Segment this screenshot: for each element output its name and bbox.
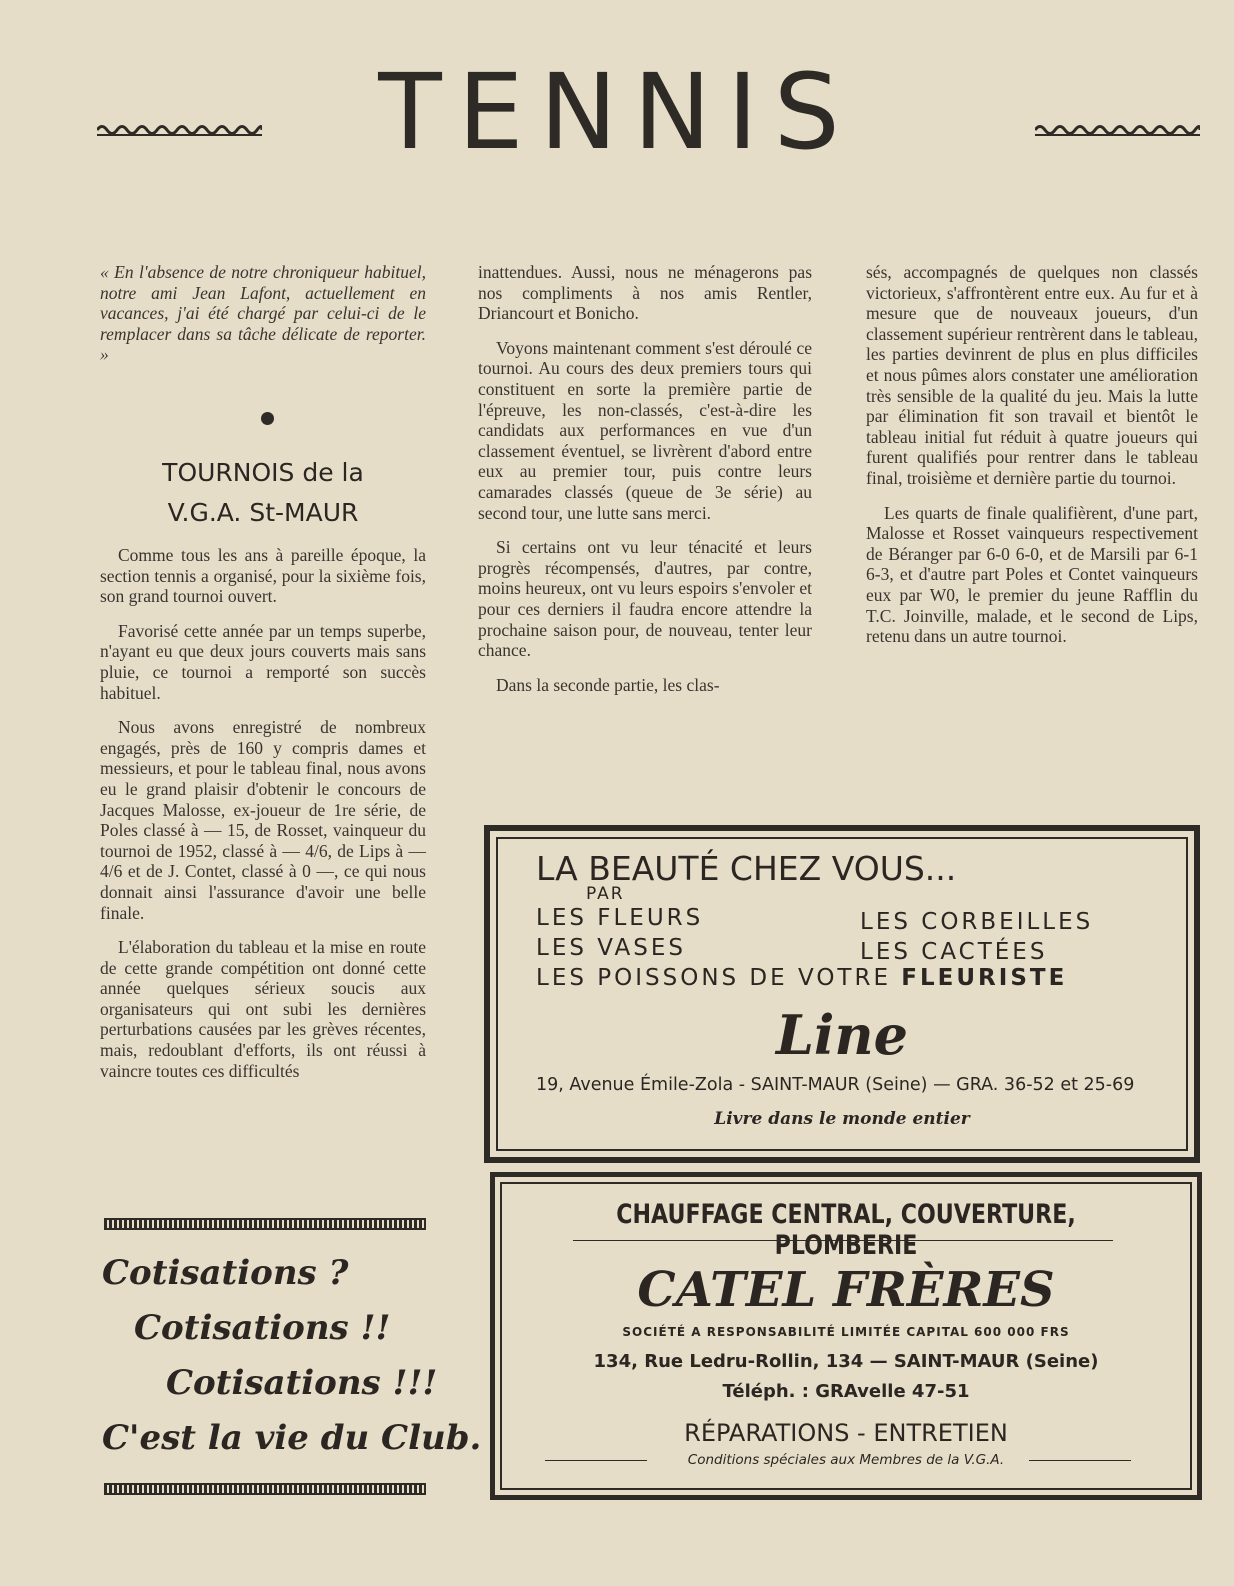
advertisement-catel <box>490 1172 1202 1500</box>
decorative-rule-bottom <box>104 1483 426 1495</box>
wave-ornament-left <box>97 122 262 138</box>
paragraph: L'élaboration du tableau et la mise en route de cette grande compétition ont donné cette année quelques sérieux soucis aux organisateurs qui ont subi les dernières perturbations causées par les grèves récentes, mais, redoublant d'efforts, ils ont réussi à vaincre toutes ces difficultés <box>100 937 426 1081</box>
ad-headline: CHAUFFAGE CENTRAL, COUVERTURE, PLOMBERIE <box>616 1199 1076 1261</box>
ad-item-emphasis: FLEURISTE <box>901 965 1068 991</box>
ad-item: LES FLEURS <box>536 905 704 931</box>
ad-brand: CATEL FRÈRES <box>637 1262 1055 1318</box>
article-heading-line1: TOURNOIS de la <box>162 458 364 487</box>
bullet-separator <box>261 412 274 425</box>
ad-item <box>536 965 1067 991</box>
ad-rule <box>573 1240 1113 1241</box>
ad-address: 19, Avenue Émile-Zola - SAINT-MAUR (Seine) — GRA. 36-52 et 25-69 <box>536 1075 1135 1095</box>
paragraph: inattendues. Aussi, nous ne ménagerons pas nos compliments à nos amis Rentler, Driancourt et Bonicho. <box>478 262 812 324</box>
advertisement-fleuriste <box>484 825 1200 1163</box>
ad-headline: LA BEAUTÉ CHEZ VOUS... <box>536 849 957 888</box>
article-column-2 <box>478 262 812 695</box>
ad-conditions: Conditions spéciales aux Membres de la V.G.A. <box>687 1452 1005 1468</box>
paragraph: Nous avons enregistré de nombreux engagés, près de 160 y compris dames et messieurs, et pour le tableau final, nous avons eu le grand plaisir d'obtenir le concours de Jacques Malosse, ex-joueur de 1re série, de Poles classé à — 15, de Rosset, vainqueur du tournoi de 1952, classé à — 4/6, de Lips à — 4/6 et de J. Contet, classé à 0 —, ce qui nous donnait ainsi l'assurance d'avoir une belle finale. <box>100 717 426 923</box>
ad-company-info: SOCIÉTÉ A RESPONSABILITÉ LIMITÉE CAPITAL 600 000 FRS <box>622 1325 1070 1339</box>
paragraph: sés, accompagnés de quelques non classés victorieux, s'affrontèrent entre eux. Au fur et à mesure que de nouveaux joueurs, d'un classement supérieur rentrèrent dans le tableau, les parties devinrent de plus en plus difficiles et nous pûmes alors constater une amélioration très sensible de la qualité du jeu. Mais la lutte par élimination fit son travail et bientôt le tableau initial fut réduit à quatre joueurs qui furent qualifiés pour rentrer dans le tableau final, troisième et dernière partie du tournoi. <box>866 262 1198 488</box>
cotisations-line: Cotisations ? <box>102 1253 349 1293</box>
ad-par: PAR <box>586 884 625 904</box>
club-slogan: C'est la vie du Club. <box>102 1418 482 1458</box>
ad-dash-right <box>1029 1460 1131 1461</box>
paragraph: Favorisé cette année par un temps superbe, n'ayant eu que deux jours couverts mais sans pluie, ce tournoi a remporté son succès habituel. <box>100 620 426 703</box>
ad-brand: Line <box>775 1003 909 1067</box>
ad-services: RÉPARATIONS - ENTRETIEN <box>684 1419 1008 1447</box>
paragraph: Comme tous les ans à pareille époque, la section tennis a organisé, pour la sixième fois, son grand tournoi ouvert. <box>100 545 426 607</box>
decorative-rule-top <box>104 1218 426 1230</box>
ad-tagline: Livre dans le monde entier <box>714 1109 970 1129</box>
cotisations-line: Cotisations !!! <box>166 1363 438 1403</box>
cotisations-line: Cotisations !! <box>134 1308 391 1348</box>
ad-item: LES CORBEILLES <box>860 909 1094 935</box>
article-column-3 <box>866 262 1198 647</box>
ad-item: LES VASES <box>536 935 686 961</box>
paragraph: Voyons maintenant comment s'est déroulé ce tournoi. Au cours des deux premiers tours qui constituent en sorte la première partie de l'épreuve, les non-classés, c'est-à-dire les candidats aux performances en vue d'un classement éventuel, se livrèrent d'abord entre eux au premier tour, puis contre leurs camarades classés (queue de 3e série) au second tour, une lutte sans merci. <box>478 337 812 523</box>
ad-phone: Téléph. : GRAvelle 47-51 <box>722 1381 970 1402</box>
article-column-1 <box>100 545 426 1081</box>
page-title: TENNIS <box>378 51 856 173</box>
wave-ornament-right <box>1035 122 1200 138</box>
ad-address: 134, Rue Ledru-Rollin, 134 — SAINT-MAUR (Seine) <box>593 1351 1099 1372</box>
paragraph: Si certains ont vu leur ténacité et leurs progrès récompensés, d'autres, par contre, moins heureux, ont vu leurs espoirs s'envoler et pour ces derniers il faudra encore attendre la prochaine saison pour, de nouveau, tenter leur chance. <box>478 537 812 661</box>
article-heading-line2: V.G.A. St-MAUR <box>167 498 359 527</box>
paragraph: Les quarts de finale qualifièrent, d'une part, Malosse et Rosset vainqueurs respectivement de Béranger par 6-0 6-0, et de Marsili par 6-1 6-3, et d'autre part Poles et Contet vainqueurs eux par W0, le premier du jeune Rafflin du T.C. Joinville, malade, et le second de Lips, retenu dans un autre tournoi. <box>866 502 1198 647</box>
intro-note: « En l'absence de notre chroniqueur habituel, notre ami Jean Lafont, actuellement en vacances, j'ai été chargé par celui-ci de le remplacer dans sa tâche délicate de reporter. » <box>100 262 426 365</box>
paragraph: Dans la seconde partie, les clas- <box>496 674 720 695</box>
ad-item-text: LES POISSONS DE VOTRE <box>536 965 902 991</box>
ad-item: LES CACTÉES <box>860 939 1048 965</box>
